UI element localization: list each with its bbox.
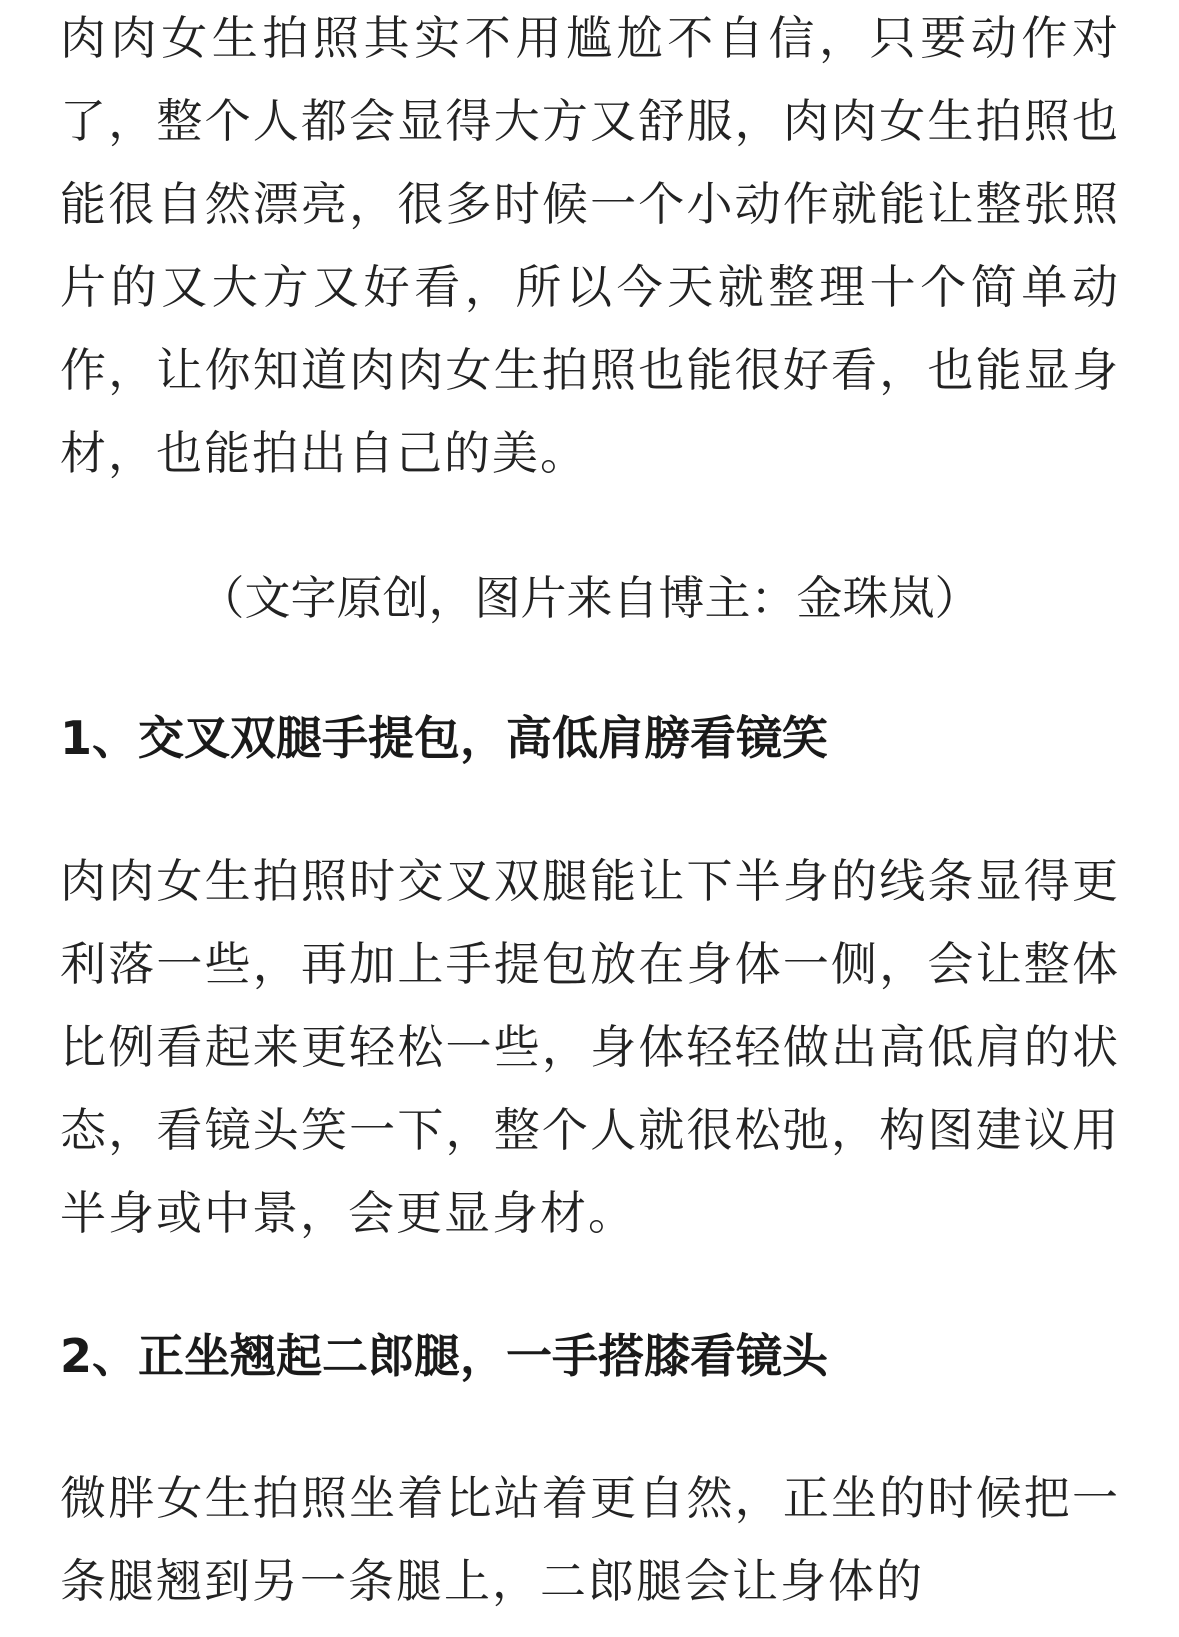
intro-paragraph: 肉肉女生拍照其实不用尴尬不自信，只要动作对了，整个人都会显得大方又舒服，肉肉女生拍照也能很自然漂亮，很多时候一个小动作就能让整张照片的又大方又好看，所以今天就整理十个简单动作，让你知道肉肉女生拍照也能很好看，也能显身材，也能拍出自己的美。 (60, 11, 1120, 480)
section-paragraph-2: 微胖女生拍照坐着比站着更自然，正坐的时候把一条腿翘到另一条腿上，二郎腿会让身体的 (60, 1471, 1120, 1608)
image-credit-caption: （文字原创，图片来自博主：金珠岚） (198, 571, 981, 625)
section-heading-2: 2、正坐翘起二郎腿，一手搭膝看镜头 (60, 1329, 829, 1383)
section-heading-1: 1、交叉双腿手提包，高低肩膀看镜笑 (60, 711, 829, 765)
section-paragraph-1: 肉肉女生拍照时交叉双腿能让下半身的线条显得更利落一些，再加上手提包放在身体一侧，会让整体比例看起来更轻松一些，身体轻轻做出高低肩的状态，看镜头笑一下，整个人就很松弛，构图建议用半身或中景，会更显身材。 (60, 854, 1120, 1240)
